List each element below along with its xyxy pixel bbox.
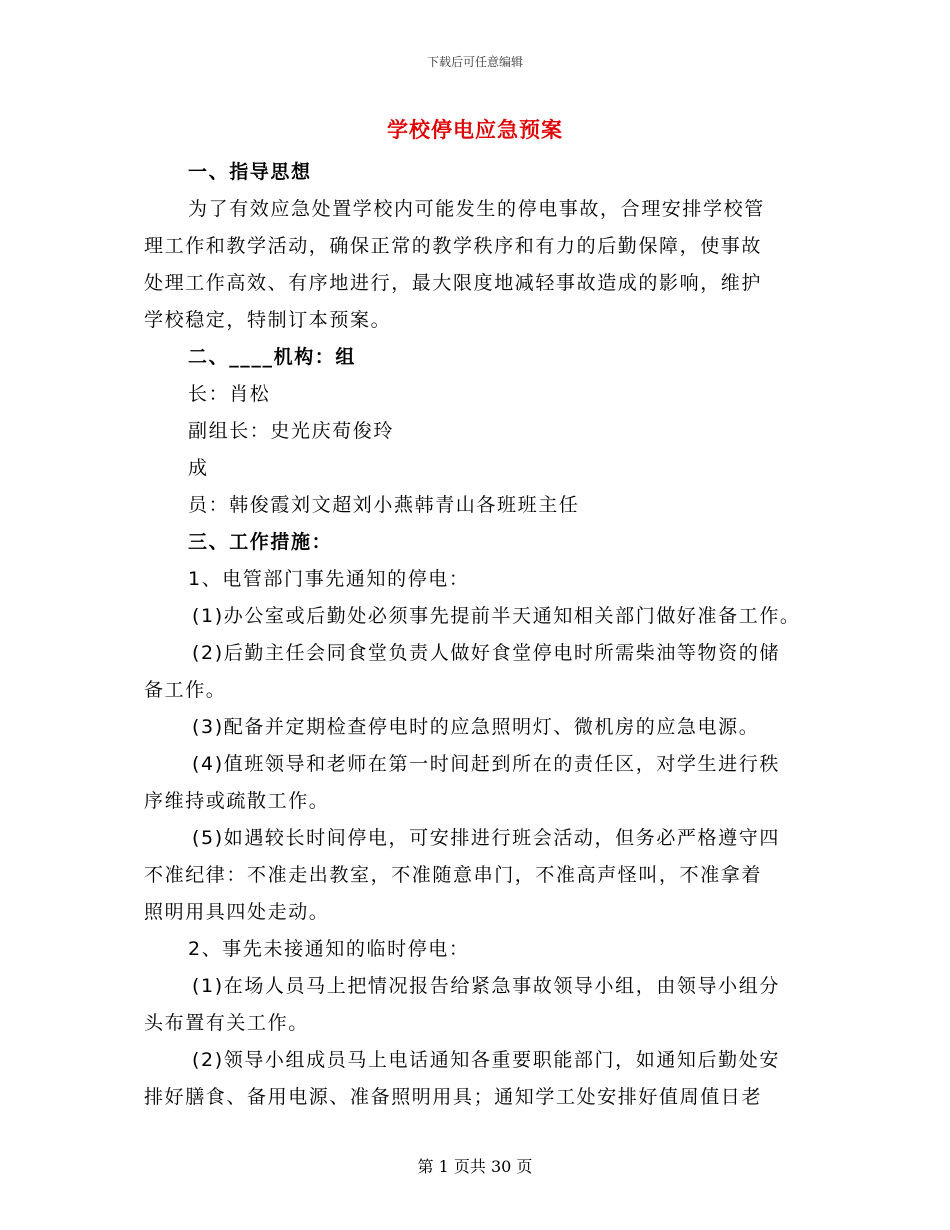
body-line: 长：肖松	[188, 383, 271, 405]
body-line: (4)值班领导和老师在第一时间赶到所在的责任区，对学生进行秩	[192, 753, 780, 775]
body-line: (3)配备并定期检查停电时的应急照明灯、微机房的应急电源。	[192, 716, 760, 738]
body-line: 员：韩俊霞刘文超刘小燕韩青山各班班主任	[188, 494, 580, 516]
body-line: 处理工作高效、有序地进行，最大限度地减轻事故造成的影响，维护	[144, 272, 763, 294]
page-footer: 第 1 页共 30 页	[417, 1157, 533, 1176]
body-line: 理工作和教学活动，确保正常的教学秩序和有力的后勤保障，使事故	[144, 235, 763, 257]
header-note: 下载后可任意编辑	[426, 55, 523, 69]
body-line: (2)后勤主任会同食堂负责人做好食堂停电时所需柴油等物资的储	[192, 642, 780, 664]
body-line: 头布置有关工作。	[144, 1012, 309, 1034]
section-heading: 一、指导思想	[188, 161, 312, 183]
body-line: 学校稳定，特制订本预案。	[144, 309, 392, 331]
section-heading: 三、工作措施：	[188, 531, 333, 553]
body-line: (1)办公室或后勤处必须事先提前半天通知相关部门做好准备工作。	[192, 605, 801, 627]
document-title: 学校停电应急预案	[387, 118, 563, 142]
section-heading: 二、____机构：组	[188, 346, 357, 368]
body-line: 副组长：史光庆荀俊玲	[188, 420, 395, 442]
document-body	[144, 154, 824, 1116]
body-line: 序维持或疏散工作。	[144, 790, 330, 812]
body-line: 1、电管部门事先通知的停电：	[188, 568, 470, 590]
body-line: 备工作。	[144, 679, 227, 701]
body-line: 排好膳食、备用电源、准备照明用具；通知学工处安排好值周值日老	[144, 1086, 763, 1108]
body-line: 照明用具四处走动。	[144, 901, 330, 923]
body-line: (5)如遇较长时间停电，可安排进行班会活动，但务必严格遵守四	[192, 827, 780, 849]
body-line: 成	[188, 457, 209, 479]
body-line: (2)领导小组成员马上电话通知各重要职能部门，如通知后勤处安	[192, 1049, 780, 1071]
body-line: 不准纪律：不准走出教室，不准随意串门，不准高声怪叫，不准拿着	[144, 864, 763, 886]
body-line: 为了有效应急处置学校内可能发生的停电事故，合理安排学校管	[188, 198, 765, 220]
body-line: (1)在场人员马上把情况报告给紧急事故领导小组，由领导小组分	[192, 975, 780, 997]
body-line: 2、事先未接通知的临时停电：	[188, 938, 470, 960]
